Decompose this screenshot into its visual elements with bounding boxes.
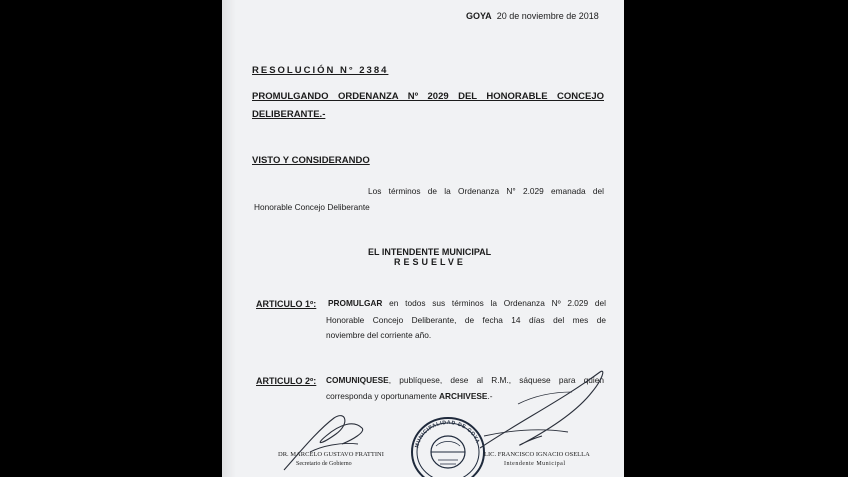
signatures-and-seal bbox=[222, 0, 624, 477]
signature-left-role: Secretario de Gobierno bbox=[296, 461, 352, 467]
archivese-keyword: ARCHIVESE bbox=[439, 391, 488, 401]
article-1-line-1: PROMULGAR en todos sus términos la Ordenanza Nº 2.029 del bbox=[328, 298, 606, 308]
intendente-heading: EL INTENDENTE MUNICIPAL bbox=[368, 247, 492, 257]
document-page bbox=[222, 0, 624, 477]
resolution-title: RESOLUCIÓN N° 2384 bbox=[252, 65, 389, 76]
article-1-line-2: Honorable Concejo Deliberante, de fecha 14 días del mes de bbox=[326, 315, 606, 325]
resuelve-heading: RESUELVE bbox=[394, 257, 466, 267]
article-1-line-3: noviembre del corriente año. bbox=[326, 330, 432, 340]
document-date: GOYA 20 de noviembre de 2018 bbox=[466, 11, 599, 21]
article-2-line-2: corresponda y oportunamente ARCHIVESE.- bbox=[326, 391, 493, 401]
article-2-line-1: COMUNIQUESE, publíquese, dese al R.M., sáquese para quien bbox=[326, 375, 604, 385]
signature-right-scribble bbox=[480, 371, 603, 448]
signature-right-role: Intendente Municipal bbox=[504, 461, 566, 467]
signature-right-name: LIC. FRANCISCO IGNACIO OSELLA bbox=[484, 451, 590, 458]
article-1-keyword: PROMULGAR bbox=[328, 298, 383, 308]
visto-heading: VISTO Y CONSIDERANDO bbox=[252, 155, 370, 166]
seal-text: MUNICIPALIDAD DE GOYA bbox=[414, 419, 481, 449]
article-2-keyword: COMUNIQUESE bbox=[326, 375, 389, 385]
municipal-seal bbox=[412, 418, 484, 477]
article-1-label: ARTICULO 1º: bbox=[256, 299, 317, 309]
subject-line-1: PROMULGANDO ORDENANZA Nº 2029 DEL HONORABLE CONCEJO bbox=[252, 91, 604, 102]
subject-line-2: DELIBERANTE.- bbox=[252, 109, 326, 120]
visto-text-line-2: Honorable Concejo Deliberante bbox=[254, 202, 370, 212]
article-2-label: ARTICULO 2º: bbox=[256, 376, 317, 386]
signature-left-name: DR. MARCELO GUSTAVO FRATTINI bbox=[278, 451, 384, 458]
visto-text-line-1: Los términos de la Ordenanza N° 2.029 emanada del bbox=[368, 186, 604, 196]
